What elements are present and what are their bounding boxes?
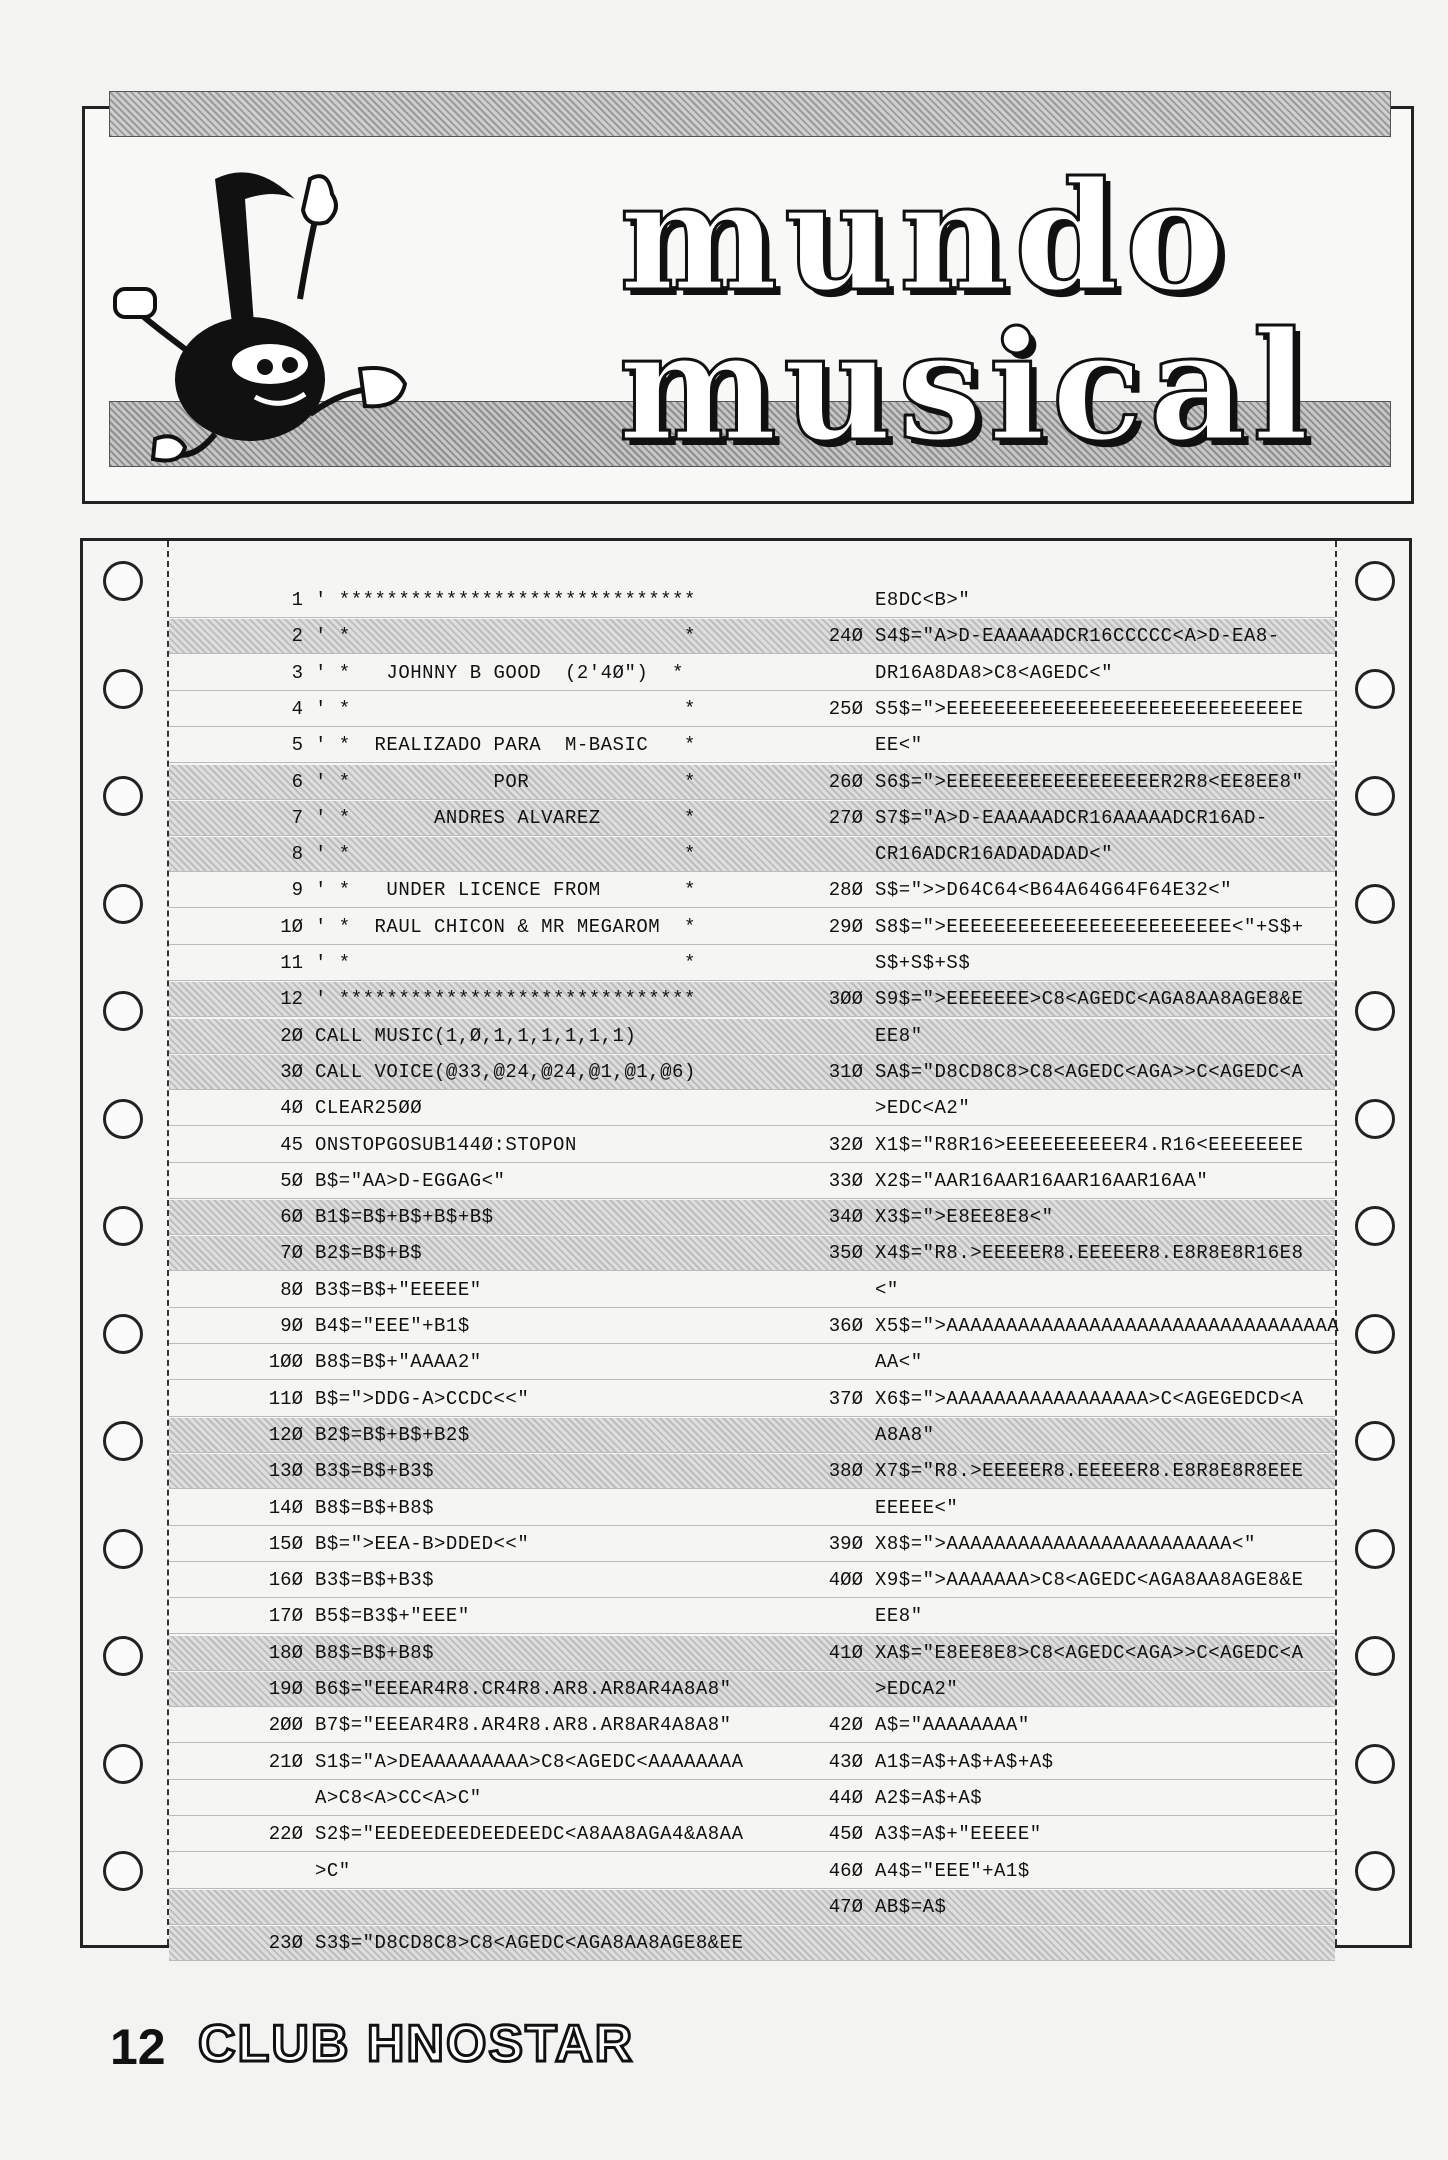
left-code: >C"	[315, 1859, 351, 1882]
right-line-number: 26Ø	[828, 770, 863, 793]
tractor-hole	[103, 1314, 143, 1354]
left-code: ' * REALIZADO PARA M-BASIC *	[315, 734, 696, 757]
listing-row	[169, 982, 1335, 1017]
right-code: X6$=">AAAAAAAAAAAAAAAAA>C<AGEGEDCD<A	[875, 1387, 1304, 1410]
left-code: B$="AA>D-EGGAG<"	[315, 1169, 506, 1192]
tractor-hole	[1355, 1421, 1395, 1461]
tractor-hole	[103, 776, 143, 816]
listing-row	[169, 1890, 1335, 1925]
right-code: S9$=">EEEEEEE>C8<AGEDC<AGA8AA8AGE8&E	[875, 988, 1304, 1011]
left-code: ' ******************************	[315, 589, 696, 611]
title-line-musical: musical	[618, 299, 1315, 475]
left-line-number: 22Ø	[268, 1823, 303, 1846]
listing-row	[169, 1418, 1335, 1453]
tractor-hole	[103, 1206, 143, 1246]
left-code: B2$=B$+B$+B2$	[315, 1423, 470, 1446]
left-code: B8$=B$+B8$	[315, 1641, 435, 1664]
title-line-mundo: mundo	[619, 149, 1231, 325]
left-code: S3$="D8CD8C8>C8<AGEDC<AGA8AA8AGE8&EE	[315, 1932, 744, 1955]
right-line-number: 34Ø	[828, 1206, 863, 1229]
tractor-hole	[103, 1421, 143, 1461]
listing-row	[169, 1019, 1335, 1054]
left-line-number: 5	[291, 734, 303, 757]
right-line-number: 25Ø	[828, 697, 863, 720]
right-code: A$="AAAAAAAA"	[875, 1714, 1030, 1737]
right-line-number: 42Ø	[828, 1714, 863, 1737]
right-line-number: 31Ø	[828, 1060, 863, 1083]
listing-row	[169, 1636, 1335, 1671]
left-line-number: 1	[291, 589, 303, 611]
left-code: ' * *	[315, 952, 696, 974]
right-code: X8$=">AAAAAAAAAAAAAAAAAAAAAAAA<"	[875, 1532, 1256, 1555]
tractor-hole	[103, 1744, 143, 1784]
left-line-number: 8Ø	[280, 1278, 303, 1301]
program-listing-sheet	[80, 538, 1412, 1955]
right-code: S8$=">EEEEEEEEEEEEEEEEEEEEEEEE<"+S$+	[875, 915, 1304, 938]
right-code: >EDCA2"	[875, 1678, 959, 1700]
musical-note-mascot-icon	[105, 139, 435, 479]
left-line-number: 17Ø	[268, 1605, 303, 1628]
listing-row	[169, 946, 1335, 981]
listing-row	[169, 1672, 1335, 1707]
right-line-number: 43Ø	[828, 1750, 863, 1773]
right-line-number: 27Ø	[828, 806, 863, 829]
right-line-number: 24Ø	[828, 625, 863, 648]
listing-row	[169, 1055, 1335, 1090]
right-code: S4$="A>D-EAAAAADCR16CCCCC<A>D-EA8-	[875, 625, 1280, 648]
listing-row	[169, 1527, 1335, 1562]
listing-row	[169, 1273, 1335, 1308]
listing-row	[169, 837, 1335, 872]
tractor-hole	[1355, 1744, 1395, 1784]
right-code: X1$="R8R16>EEEEEEEEEER4.R16<EEEEEEEE	[875, 1133, 1304, 1156]
left-code: ' ******************************	[315, 988, 696, 1011]
right-code: S$=">>D64C64<B64A64G64F64E32<"	[875, 879, 1233, 902]
listing-row	[169, 1382, 1335, 1417]
tractor-hole	[1355, 776, 1395, 816]
listing-row	[169, 1817, 1335, 1852]
left-code: ' * *	[315, 843, 696, 866]
left-code: B3$=B$+"EEEEE"	[315, 1278, 482, 1301]
left-line-number: 9Ø	[280, 1315, 303, 1337]
left-code: B$=">EEA-B>DDED<<"	[315, 1532, 530, 1555]
left-code: B5$=B3$+"EEE"	[315, 1605, 470, 1628]
listing-row	[169, 656, 1335, 691]
right-line-number: 33Ø	[828, 1169, 863, 1192]
right-line-number: 28Ø	[828, 879, 863, 902]
listing-row	[169, 1091, 1335, 1126]
listing-row	[169, 1926, 1335, 1961]
right-line-number: 36Ø	[828, 1315, 863, 1337]
left-line-number: 4Ø	[280, 1097, 303, 1120]
left-line-number: 6Ø	[280, 1206, 303, 1229]
left-line-number: 21Ø	[268, 1750, 303, 1773]
left-line-number: 18Ø	[268, 1641, 303, 1664]
right-code: A3$=A$+"EEEEE"	[875, 1823, 1042, 1846]
tractor-hole	[103, 884, 143, 924]
right-code: A2$=A$+A$	[875, 1786, 983, 1809]
left-line-number: 8	[291, 843, 303, 866]
tractor-hole	[1355, 1099, 1395, 1139]
right-code: EE8"	[875, 1024, 923, 1047]
left-line-number: 6	[291, 770, 303, 793]
tractor-hole	[1355, 1206, 1395, 1246]
tractor-hole	[103, 1851, 143, 1891]
listing-row	[169, 1236, 1335, 1271]
left-code: B8$=B$+B8$	[315, 1496, 435, 1519]
right-line-number: 32Ø	[828, 1133, 863, 1156]
left-code: ' * *	[315, 697, 696, 720]
left-line-number: 1Ø	[280, 915, 303, 938]
magazine-logo: CLUB HNOSTAR	[198, 2015, 635, 2073]
left-code: CALL VOICE(@33,@24,@24,@1,@1,@6)	[315, 1060, 696, 1083]
left-code: B$=">DDG-A>CCDC<<"	[315, 1387, 530, 1410]
right-line-number: 45Ø	[828, 1823, 863, 1846]
right-code: X5$=">AAAAAAAAAAAAAAAAAAAAAAAAAAAAAAAAA	[875, 1315, 1340, 1337]
left-line-number: 7Ø	[280, 1242, 303, 1265]
left-line-number: 9	[291, 879, 303, 902]
left-code: CALL MUSIC(1,Ø,1,1,1,1,1,1)	[315, 1024, 637, 1047]
left-line-number: 7	[291, 806, 303, 829]
listing-row	[169, 1854, 1335, 1889]
listing-row	[169, 1745, 1335, 1780]
right-code: A1$=A$+A$+A$+A$	[875, 1750, 1054, 1773]
listing-row	[169, 728, 1335, 763]
right-line-number: 44Ø	[828, 1786, 863, 1809]
right-code: AA<"	[875, 1351, 923, 1374]
right-code: S5$=">EEEEEEEEEEEEEEEEEEEEEEEEEEEEEE	[875, 697, 1304, 720]
right-code: <"	[875, 1278, 899, 1301]
tractor-hole	[1355, 1636, 1395, 1676]
listing-row	[169, 1563, 1335, 1598]
tractor-hole	[103, 1636, 143, 1676]
left-code: ' * JOHNNY B GOOD (2'4Ø") *	[315, 661, 684, 684]
tractor-hole	[1355, 1314, 1395, 1354]
left-code: ' * ANDRES ALVAREZ *	[315, 806, 696, 829]
right-code: X3$=">E8EE8E8<"	[875, 1206, 1054, 1229]
left-line-number: 1ØØ	[268, 1351, 303, 1374]
right-code: DR16A8DA8>C8<AGEDC<"	[875, 661, 1114, 684]
tractor-hole	[1355, 991, 1395, 1031]
left-code: ' * POR *	[315, 770, 696, 793]
perforation-line-right	[1335, 541, 1337, 1945]
listing-row	[169, 873, 1335, 908]
header-banner	[82, 106, 1414, 504]
right-code: S$+S$+S$	[875, 952, 971, 974]
left-code: S1$="A>DEAAAAAAAAA>C8<AGEDC<AAAAAAAA	[315, 1750, 744, 1773]
right-line-number: 47Ø	[828, 1895, 863, 1918]
left-line-number: 5Ø	[280, 1169, 303, 1192]
right-line-number: 29Ø	[828, 915, 863, 938]
right-code: X7$="R8.>EEEEER8.EEEEER8.E8R8E8R8EEE	[875, 1460, 1304, 1483]
listing-row	[169, 765, 1335, 800]
right-line-number: 37Ø	[828, 1387, 863, 1410]
right-code: S7$="A>D-EAAAAADCR16AAAAADCR16AD-	[875, 806, 1268, 829]
header-stripe-top	[109, 91, 1391, 137]
left-code: CLEAR25ØØ	[315, 1097, 423, 1120]
right-code: S6$=">EEEEEEEEEEEEEEEEEER2R8<EE8EE8"	[875, 770, 1304, 793]
right-code: EE8"	[875, 1605, 923, 1628]
page-number: 12	[110, 2019, 166, 2075]
right-code: XA$="E8EE8E8>C8<AGEDC<AGA>>C<AGEDC<A	[875, 1641, 1304, 1664]
tractor-hole	[103, 1529, 143, 1569]
listing-row	[169, 1454, 1335, 1489]
right-code: A4$="EEE"+A1$	[875, 1859, 1030, 1882]
left-code: B8$=B$+"AAAA2"	[315, 1351, 482, 1374]
right-code: EE<"	[875, 734, 923, 757]
listing-row	[169, 1345, 1335, 1380]
listing-row	[169, 1708, 1335, 1743]
right-line-number: 35Ø	[828, 1242, 863, 1265]
left-line-number: 11	[280, 952, 303, 974]
left-line-number: 12	[280, 988, 303, 1011]
left-line-number: 12Ø	[268, 1423, 303, 1446]
tractor-hole	[1355, 561, 1395, 601]
listing-row	[169, 692, 1335, 727]
right-code: X9$=">AAAAAAA>C8<AGEDC<AGA8AA8AGE8&E	[875, 1569, 1304, 1592]
left-line-number: 2ØØ	[268, 1714, 303, 1737]
right-code: >EDC<A2"	[875, 1097, 971, 1120]
listing-row	[169, 1164, 1335, 1199]
listing-row	[169, 1599, 1335, 1634]
left-code: A>C8<A>CC<A>C"	[315, 1786, 482, 1809]
tractor-hole	[103, 1099, 143, 1139]
listing-row	[169, 910, 1335, 945]
tractor-hole	[103, 669, 143, 709]
left-code: B4$="EEE"+B1$	[315, 1315, 470, 1337]
left-line-number: 13Ø	[268, 1460, 303, 1483]
left-code: B6$="EEEAR4R8.CR4R8.AR8.AR8AR4A8A8"	[315, 1678, 732, 1700]
left-line-number: 2	[291, 625, 303, 648]
listing-row	[169, 1781, 1335, 1816]
listing-row	[169, 1128, 1335, 1163]
left-code: S2$="EEDEEDEEDEEDEEDC<A8AA8AGA4&A8AA	[315, 1823, 744, 1846]
left-code: B3$=B$+B3$	[315, 1460, 435, 1483]
right-line-number: 39Ø	[828, 1532, 863, 1555]
right-code: SA$="D8CD8C8>C8<AGEDC<AGA>>C<AGEDC<A	[875, 1060, 1304, 1083]
left-line-number: 3Ø	[280, 1060, 303, 1083]
listing-row	[169, 1200, 1335, 1235]
right-code: EEEEE<"	[875, 1496, 959, 1519]
right-code: X4$="R8.>EEEEER8.EEEEER8.E8R8E8R16E8	[875, 1242, 1304, 1265]
left-code: B2$=B$+B$	[315, 1242, 423, 1265]
left-line-number: 3	[291, 661, 303, 684]
left-line-number: 15Ø	[268, 1532, 303, 1555]
left-code: ' * RAUL CHICON & MR MEGAROM *	[315, 915, 696, 938]
left-code: ' * UNDER LICENCE FROM *	[315, 879, 696, 902]
left-code: ONSTOPGOSUB144Ø:STOPON	[315, 1133, 577, 1156]
left-line-number: 4	[291, 697, 303, 720]
left-line-number: 23Ø	[268, 1932, 303, 1955]
tractor-hole	[1355, 669, 1395, 709]
left-line-number: 11Ø	[268, 1387, 303, 1410]
right-code: CR16ADCR16ADADADAD<"	[875, 843, 1114, 866]
left-code: B1$=B$+B$+B$+B$	[315, 1206, 494, 1229]
right-line-number: 38Ø	[828, 1460, 863, 1483]
tractor-hole	[1355, 1851, 1395, 1891]
tractor-hole	[1355, 884, 1395, 924]
left-code: ' * *	[315, 625, 696, 648]
right-code: X2$="AAR16AAR16AAR16AAR16AA"	[875, 1169, 1209, 1192]
tractor-hole	[103, 561, 143, 601]
left-line-number: 19Ø	[268, 1678, 303, 1700]
tractor-hole	[1355, 1529, 1395, 1569]
right-line-number: 3ØØ	[828, 988, 863, 1011]
left-code: B3$=B$+B3$	[315, 1569, 435, 1592]
right-line-number: 4ØØ	[828, 1569, 863, 1592]
right-code: AB$=A$	[875, 1895, 947, 1918]
right-line-number: 41Ø	[828, 1641, 863, 1664]
left-code: B7$="EEEAR4R8.AR4R8.AR8.AR8AR4A8A8"	[315, 1714, 732, 1737]
listing-row	[169, 1491, 1335, 1526]
left-line-number: 2Ø	[280, 1024, 303, 1047]
left-line-number: 45	[280, 1133, 303, 1156]
right-code: E8DC<B>"	[875, 589, 971, 611]
listing-row	[169, 583, 1335, 618]
right-line-number: 46Ø	[828, 1859, 863, 1882]
tractor-hole	[103, 991, 143, 1031]
listing-row	[169, 1309, 1340, 1344]
left-line-number: 14Ø	[268, 1496, 303, 1519]
left-line-number: 16Ø	[268, 1569, 303, 1592]
right-code: A8A8"	[875, 1423, 935, 1446]
listing-row	[169, 801, 1335, 836]
listing-row	[169, 619, 1335, 654]
